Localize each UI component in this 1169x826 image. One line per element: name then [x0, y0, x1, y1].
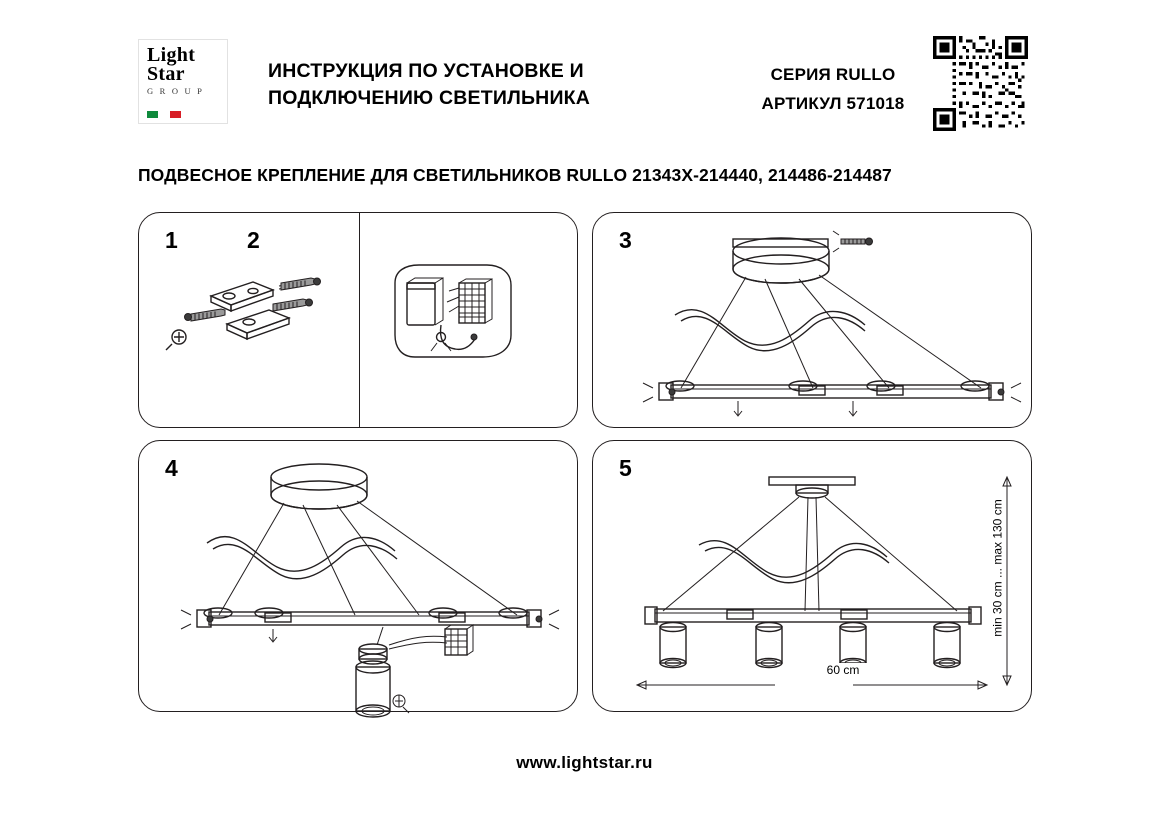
page-title: [268, 58, 698, 112]
step-panel-1-2: [138, 212, 578, 428]
qr-code-icon: [933, 36, 1028, 131]
step-2-illustration: [379, 261, 559, 401]
page-title-line-1: ИНСТРУКЦИЯ ПО УСТАНОВКЕ И: [268, 60, 584, 82]
italy-flag-icon: [147, 111, 181, 118]
step-4-illustration: [151, 449, 579, 707]
step-1-illustration: [169, 258, 359, 398]
article-label: АРТИКУЛ 571018: [761, 94, 905, 113]
step-number-4: 4: [165, 455, 178, 481]
section-subtitle: ПОДВЕСНОЕ КРЕПЛЕНИЕ ДЛЯ СВЕТИЛЬНИКОВ RULLO 21343Х-214440, 214486-214487: [138, 165, 892, 185]
width-dimension-label: 60 cm: [783, 663, 903, 677]
step-panel-3: [592, 212, 1032, 428]
press-icon: [166, 330, 186, 350]
brand-logo: [138, 39, 228, 124]
step-number-5: 5: [619, 455, 632, 481]
step-3-illustration: [613, 225, 1033, 425]
step-number-1: 1: [165, 227, 178, 253]
step-number-3: 3: [619, 227, 632, 253]
step-number-2: 2: [247, 227, 260, 253]
step-panel-4: [138, 440, 578, 712]
height-dimension-label-wrap: [989, 483, 1007, 653]
page-header: [138, 34, 1038, 126]
footer-website[interactable]: www.lightstar.ru: [516, 753, 653, 772]
height-dimension-label: min 30 cm ... max 130 cm: [991, 496, 1005, 639]
logo-line-2: Star: [147, 63, 185, 85]
logo-line-1: Light: [147, 44, 196, 66]
step-panel-5: [592, 440, 1032, 712]
page-title-line-2: ПОДКЛЮЧЕНИЮ СВЕТИЛЬНИКА: [268, 87, 591, 109]
header-divider: [725, 62, 726, 126]
panel-divider: [359, 213, 360, 427]
series-label: СЕРИЯ RULLO: [770, 65, 896, 84]
logo-line-3: G R O U P: [147, 86, 205, 96]
product-info: [738, 60, 928, 118]
